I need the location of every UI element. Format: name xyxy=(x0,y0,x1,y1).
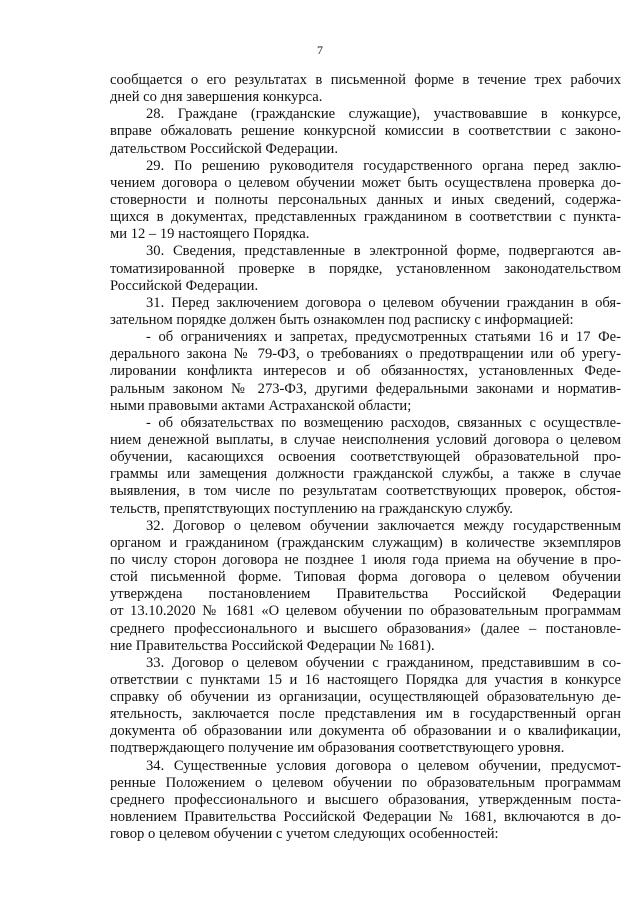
paragraph-line: по числу сторон договора не позднее 1 июля года приема на обучение в про- xyxy=(110,551,621,568)
paragraph xyxy=(110,518,621,655)
paragraph-line: органом и гражданином (гражданским служащим) в количестве экземпляров xyxy=(110,534,621,551)
paragraph-line: томатизированной проверке в порядке, установленном законодательством xyxy=(110,260,621,277)
paragraph-line: дерального закона № 79-ФЗ, о требованиях о предотвращении или об урегу- xyxy=(110,346,621,363)
paragraph-line: граммы или замещения должности гражданской службы, а также в случае xyxy=(110,466,621,483)
paragraph-line: ральным законом № 273-ФЗ, другими федеральными законами и норматив- xyxy=(110,380,621,397)
paragraph-line: говор о целевом обучении с учетом следующих особенностей: xyxy=(110,826,499,843)
paragraph-line: щихся в документах, представленных гражданином в соответствии с пункта- xyxy=(110,209,621,226)
paragraph-line: среднего профессионального и высшего образования» (далее – постановле- xyxy=(110,620,621,637)
paragraph-line: ными правовыми актами Астраханской области; xyxy=(110,397,412,414)
paragraph-line: 33. Договор о целевом обучении с гражданином, представившим в со- xyxy=(146,654,621,671)
paragraph-line: подтверждающего получение им образования соответствующего уровня. xyxy=(110,740,565,757)
paragraph-line: 32. Договор о целевом обучении заключается между государственным xyxy=(146,517,621,534)
paragraph-line: дней со дня завершения конкурса. xyxy=(110,89,323,106)
paragraph-line: 31. Перед заключением договора о целевом обучении гражданин в обя- xyxy=(146,294,621,311)
paragraph xyxy=(110,415,621,518)
page-number: 7 xyxy=(317,43,323,57)
paragraph xyxy=(110,655,621,758)
paragraph-line: ятельность, заключается после представления им в государственный орган xyxy=(110,706,621,723)
paragraph-line: 34. Существенные условия договора о целевом обучении, предусмот- xyxy=(146,757,621,774)
paragraph-line: - об обязательствах по возмещению расходов, связанных с осуществле- xyxy=(146,414,621,431)
paragraph xyxy=(110,72,621,106)
document-body xyxy=(110,72,621,843)
paragraph-line: ми 12 – 19 настоящего Порядка. xyxy=(110,226,310,243)
paragraph xyxy=(110,295,621,329)
paragraph-line: справку об обучении из организации, осуществляющей образовательную де- xyxy=(110,689,621,706)
paragraph xyxy=(110,158,621,244)
paragraph-line: лировании конфликта интересов и об обязанностях, установленных Феде- xyxy=(110,363,621,380)
paragraph-line: ние Правительства Российской Федерации № 1681). xyxy=(110,637,435,654)
paragraph-line: выявления, в том числе по результатам соответствующих проверок, обстоя- xyxy=(110,483,621,500)
paragraph xyxy=(110,758,621,844)
paragraph-line: обучении, касающихся освоения соответствующей образовательной про- xyxy=(110,449,621,466)
paragraph-line: новлением Правительства Российской Федерации № 1681, включаются в до- xyxy=(110,809,621,826)
paragraph-line: чением договора о целевом обучении может быть осуществлена проверка до- xyxy=(110,174,621,191)
paragraph-line: тельств, препятствующих поступлению на гражданскую службу. xyxy=(110,500,513,517)
paragraph-line: дательством Российской Федерации. xyxy=(110,140,339,157)
paragraph-line: Российской Федерации. xyxy=(110,277,259,294)
paragraph-line: ренные Положением о целевом обучении по образовательным программам xyxy=(110,774,621,791)
paragraph-line: от 13.10.2020 № 1681 «О целевом обучении по образовательным программам xyxy=(110,603,621,620)
paragraph-line: зательном порядке должен быть ознакомлен под расписку с информацией: xyxy=(110,311,574,328)
paragraph xyxy=(110,329,621,415)
paragraph-line: нием денежной выплаты, в случае неисполнения условий договора о целевом xyxy=(110,431,621,448)
paragraph-line: стоверности и полноты персональных данных и иных сведений, содержа- xyxy=(110,191,621,208)
paragraph-line: утверждена постановлением Правительства Российской Федерации xyxy=(110,586,621,603)
paragraph-line: ответствии с пунктами 15 и 16 настоящего Порядка для участия в конкурсе xyxy=(110,671,621,688)
paragraph-line: стой письменной форме. Типовая форма договора о целевом обучении xyxy=(110,569,621,586)
paragraph-line: среднего профессионального и высшего образования, утвержденным поста- xyxy=(110,791,621,808)
paragraph-line: сообщается о его результатах в письменной форме в течение трех рабочих xyxy=(110,72,621,88)
paragraph-line: 29. По решению руководителя государственного органа перед заклю- xyxy=(146,157,621,174)
paragraph xyxy=(110,106,621,157)
paragraph-line: вправе обжаловать решение конкурсной комиссии в соответствии с законо- xyxy=(110,123,621,140)
paragraph-line: - об ограничениях и запретах, предусмотренных статьями 16 и 17 Фе- xyxy=(146,329,621,346)
paragraph-line: 28. Граждане (гражданские служащие), участвовавшие в конкурсе, xyxy=(146,106,621,123)
paragraph-line: 30. Сведения, представленные в электронной форме, подвергаются ав- xyxy=(146,243,621,260)
paragraph-line: документа об образовании или документа об образовании и о квалификации, xyxy=(110,723,621,740)
paragraph xyxy=(110,243,621,294)
